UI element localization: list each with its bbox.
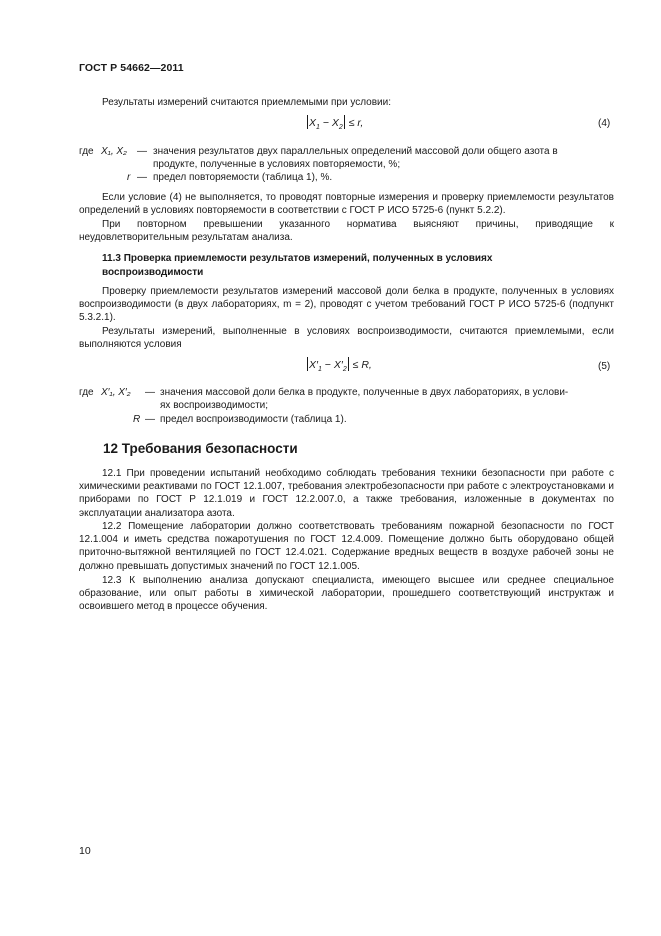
where-desc-x1x2-line1: значения результатов двух параллельных определений массовой доли общего азота в (153, 146, 558, 157)
where-symbol-x1p-x2p: X′₁, X′₂ (101, 387, 131, 398)
page-number: 10 (79, 845, 91, 857)
where-dash-3: — (145, 387, 155, 398)
paragraph-12-1: 12.1 При проведении испытаний необходимо соблюдать требования техники безопасности при работе с химическими реактивами по ГОСТ 12.1.007, требования электробезопасности при работе с электроустановками и приборами по ГОСТ Р 12.1.019 и ГОСТ 12.2.007.0, а также требования, изложенные в документах по эксплуатации анализатора азота. (79, 468, 614, 519)
where-desc-x1p-x2p-line2: ях воспроизводимости; (160, 400, 269, 411)
equation-number-5: (5) (598, 361, 611, 372)
where-desc-r: предел повторяемости (таблица 1), %. (153, 172, 333, 183)
where-desc-R: предел воспроизводимости (таблица 1). (160, 414, 347, 425)
paragraph-acceptance-condition: Результаты измерений считаются приемлемыми при условии: (102, 97, 391, 108)
paragraph-condition-not-met: Если условие (4) не выполняется, то проводят повторные измерения и проверку приемлемости результатов определений в условиях повторяемости в соответствии с ГОСТ Р ИСО 5725-6 (пункт 5.2.2). (79, 192, 614, 217)
document-header: ГОСТ Р 54662—2011 (79, 62, 184, 74)
section-12-title: 12 Требования безопасности (103, 441, 298, 456)
where-symbol-x1x2: X₁, X₂ (101, 146, 127, 157)
where-dash-4: — (145, 414, 155, 425)
subsection-11-3-title-line1: 11.3 Проверка приемлемости результатов измерений, полученных в условиях (102, 253, 493, 264)
where-dash-2: — (137, 172, 147, 183)
paragraph-reproducibility-results: Результаты измерений, выполненные в условиях воспроизводимости, считаются приемлемыми, если выполняются условия (79, 326, 614, 351)
equation-number-4: (4) (598, 118, 611, 129)
formula-4: $X_1 - X_2 \le r$, (309, 117, 364, 132)
paragraph-reproducibility-check: Проверку приемлемости результатов измерений массовой доли белка в продукте, полученных в условиях воспроизводимости (в двух лабораториях, m = 2), проводят с учетом требований ГОСТ Р ИСО 5725-6 (подпункт 5.3.2.1). (79, 286, 614, 324)
where-desc-x1x2-line2: продукте, полученные в условиях повторяемости, %; (153, 159, 401, 170)
where-symbol-r: r (127, 172, 131, 183)
where-symbol-R: R (133, 414, 141, 425)
paragraph-12-3: 12.3 К выполнению анализа допускают специалиста, имеющего высшее или среднее специальное образование, или опыт работы в химической лаборатории, прошедшего соответствующий инструктаж и освоившего метод в процессе обучения. (79, 575, 614, 613)
where-desc-x1p-x2p-line1: значения массовой доли белка в продукте, полученные в двух лабораториях, в услови- (160, 387, 569, 398)
paragraph-12-2: 12.2 Помещение лаборатории должно соответствовать требованиям пожарной безопасности по ГОСТ 12.1.004 и иметь средства пожаротушения по ГОСТ 12.4.009. Помещение должно быть оборудовано общей приточно-вытяжной вентиляцией по ГОСТ 12.4.021. Содержание вредных веществ в воздухе рабочей зоны не должно превышать допустимых значений по ГОСТ 12.1.005. (79, 521, 614, 572)
formula-5: $X'_1 - X'_2 \le R$, (309, 359, 372, 374)
subsection-11-3-title-line2: воспроизводимости (102, 267, 204, 278)
where-label-5: где (79, 387, 94, 398)
paragraph-repeat-exceed: При повторном превышении указанного норматива выясняют причины, приводящие к неудовлетворительным результатам анализа. (79, 219, 614, 244)
where-dash-1: — (137, 146, 147, 157)
where-label-4: где (79, 146, 94, 157)
